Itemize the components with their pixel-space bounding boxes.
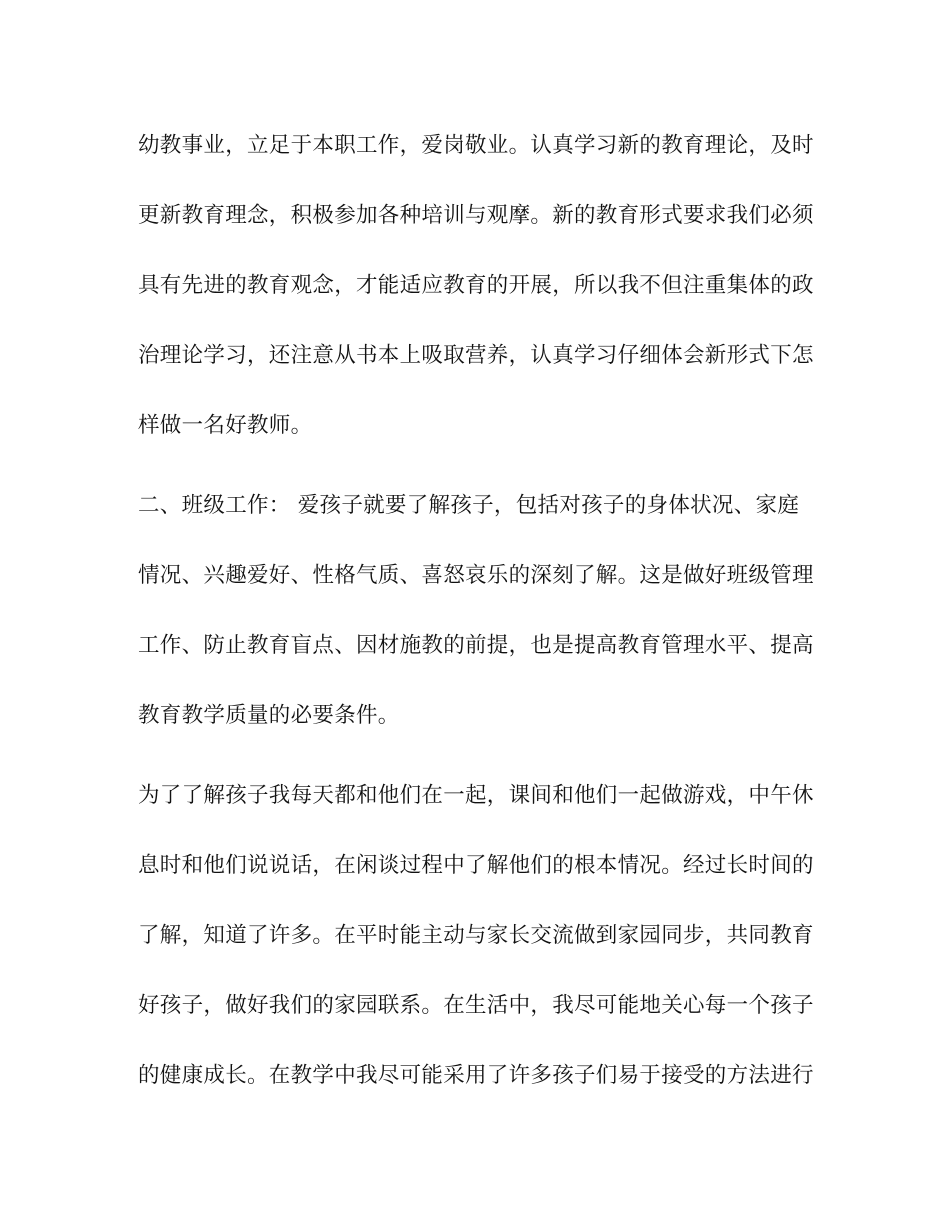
text-line: 了解，知道了许多。在平时能主动与家长交流做到家园同步，共同教育 (138, 923, 814, 948)
text-line: 为了了解孩子我每天都和他们在一起，课间和他们一起做游戏，中午休 (138, 783, 814, 808)
text-line: 的健康成长。在教学中我尽可能采用了许多孩子们易于接受的方法进行 (138, 1063, 814, 1088)
text-line: 情况、兴趣爱好、性格气质、喜怒哀乐的深刻了解。这是做好班级管理 (138, 563, 814, 588)
text-line: 样做一名好教师。 (138, 413, 313, 438)
text-line: 具有先进的教育观念，才能适应教育的开展，所以我不但注重集体的政 (138, 273, 814, 298)
text-line: 幼教事业，立足于本职工作，爱岗敬业。认真学习新的教育理论，及时 (138, 133, 814, 158)
text-line: 教育教学质量的必要条件。 (138, 703, 400, 728)
section-heading-line: 二、班级工作： 爱孩子就要了解孩子，包括对孩子的身体状况、家庭 (138, 493, 800, 518)
text-line: 工作、防止教育盲点、因材施教的前提，也是提高教育管理水平、提高 (138, 633, 814, 658)
text-line: 更新教育理念，积极参加各种培训与观摩。新的教育形式要求我们必须 (138, 203, 814, 228)
text-line: 治理论学习，还注意从书本上吸取营养，认真学习仔细体会新形式下怎 (138, 343, 814, 368)
text-line: 息时和他们说说话，在闲谈过程中了解他们的根本情况。经过长时间的 (138, 853, 814, 878)
text-line: 好孩子，做好我们的家园联系。在生活中，我尽可能地关心每一个孩子 (138, 993, 814, 1018)
